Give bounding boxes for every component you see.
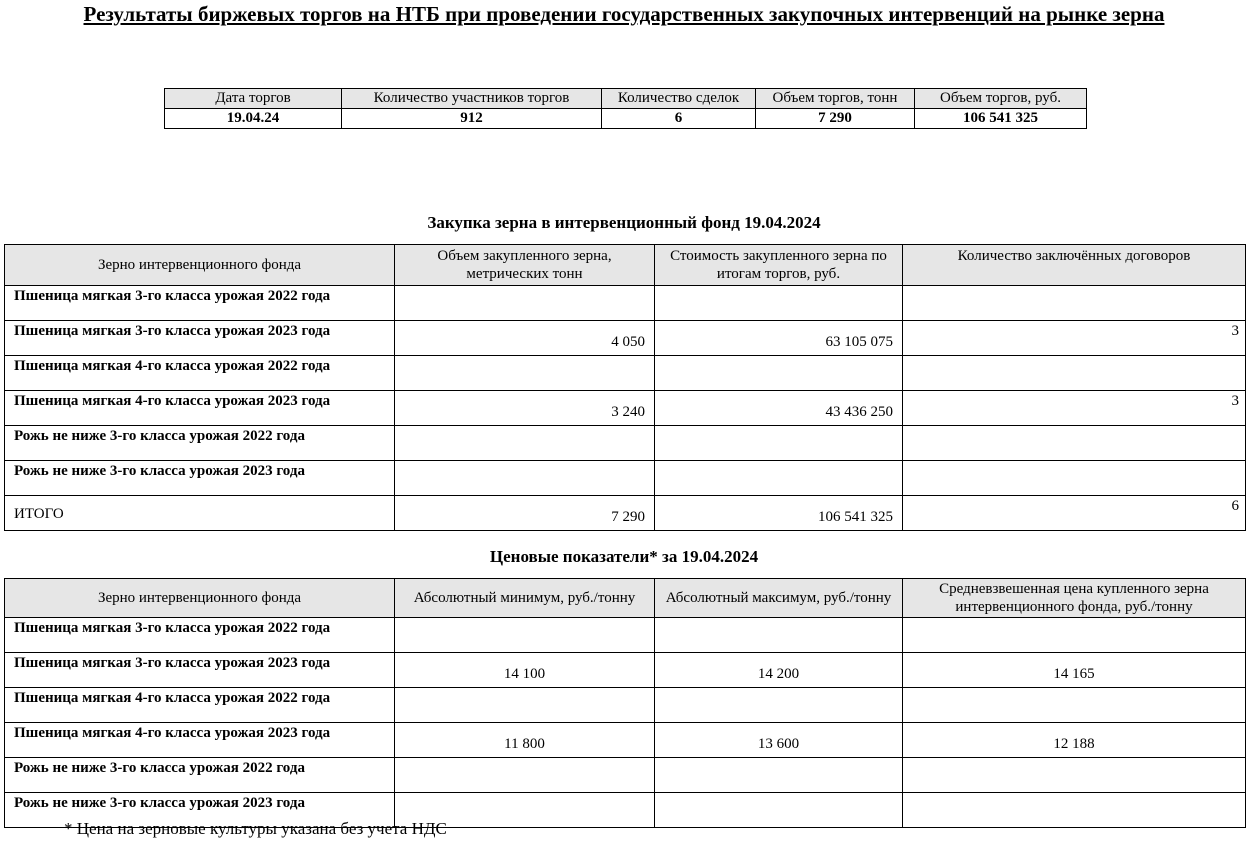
grain-name: Рожь не ниже 3-го класса урожая 2022 года bbox=[5, 758, 395, 793]
table-row bbox=[5, 391, 1246, 426]
purchase-volume bbox=[395, 356, 655, 391]
purchase-section-title: Закупка зерна в интервенционный фонд 19.04.2024 bbox=[427, 213, 821, 232]
price-min bbox=[395, 688, 655, 723]
price-max bbox=[655, 758, 903, 793]
total-cost: 106 541 325 bbox=[655, 496, 903, 531]
purchase-contracts: 3 bbox=[903, 391, 1246, 426]
purchase-contracts: 3 bbox=[903, 321, 1246, 356]
purchase-header-row bbox=[5, 245, 1246, 286]
purchase-volume bbox=[395, 461, 655, 496]
prices-header-avg: Средневзвешенная цена купленного зерна интервенционного фонда, руб./тонну bbox=[903, 579, 1246, 618]
page-title: Результаты биржевых торгов на НТБ при проведении государственных закупочных интервенций на рынке зерна bbox=[83, 2, 1165, 26]
purchase-contracts bbox=[903, 426, 1246, 461]
table-row bbox=[5, 688, 1246, 723]
summary-volume-tons: 7 290 bbox=[756, 109, 915, 129]
table-row bbox=[5, 356, 1246, 391]
grain-name: Пшеница мягкая 4-го класса урожая 2022 года bbox=[5, 688, 395, 723]
price-avg bbox=[903, 758, 1246, 793]
purchase-contracts bbox=[903, 356, 1246, 391]
price-avg: 12 188 bbox=[903, 723, 1246, 758]
purchase-volume bbox=[395, 426, 655, 461]
grain-name: Рожь не ниже 3-го класса урожая 2023 года bbox=[5, 461, 395, 496]
table-row bbox=[5, 618, 1246, 653]
total-contracts: 6 bbox=[903, 496, 1246, 531]
price-avg bbox=[903, 793, 1246, 828]
total-row bbox=[5, 496, 1246, 531]
table-row bbox=[5, 723, 1246, 758]
prices-section-title: Ценовые показатели* за 19.04.2024 bbox=[489, 547, 759, 566]
total-label: ИТОГО bbox=[5, 496, 395, 531]
summary-table bbox=[164, 88, 1087, 129]
prices-header-row bbox=[5, 579, 1246, 618]
purchase-volume: 3 240 bbox=[395, 391, 655, 426]
summary-value-row bbox=[165, 109, 1087, 129]
table-row bbox=[5, 321, 1246, 356]
grain-name: Пшеница мягкая 3-го класса урожая 2022 года bbox=[5, 286, 395, 321]
table-row bbox=[5, 286, 1246, 321]
purchase-cost: 63 105 075 bbox=[655, 321, 903, 356]
summary-header-volume-tons: Объем торгов, тонн bbox=[756, 89, 915, 109]
price-max bbox=[655, 688, 903, 723]
table-row bbox=[5, 653, 1246, 688]
summary-header-deals: Количество сделок bbox=[602, 89, 756, 109]
prices-table bbox=[4, 578, 1246, 828]
grain-name: Пшеница мягкая 4-го класса урожая 2022 года bbox=[5, 356, 395, 391]
summary-header-participants: Количество участников торгов bbox=[342, 89, 602, 109]
purchase-table bbox=[4, 244, 1246, 531]
purchase-header-cost: Стоимость закупленного зерна по итогам торгов, руб. bbox=[655, 245, 903, 286]
grain-name: Пшеница мягкая 4-го класса урожая 2023 года bbox=[5, 391, 395, 426]
price-max bbox=[655, 618, 903, 653]
prices-header-grain: Зерно интервенционного фонда bbox=[5, 579, 395, 618]
table-row bbox=[5, 461, 1246, 496]
purchase-contracts bbox=[903, 286, 1246, 321]
grain-name: Пшеница мягкая 4-го класса урожая 2023 года bbox=[5, 723, 395, 758]
grain-name: Пшеница мягкая 3-го класса урожая 2023 года bbox=[5, 321, 395, 356]
grain-name: Рожь не ниже 3-го класса урожая 2022 года bbox=[5, 426, 395, 461]
price-max: 14 200 bbox=[655, 653, 903, 688]
price-min bbox=[395, 758, 655, 793]
summary-volume-rub: 106 541 325 bbox=[915, 109, 1087, 129]
grain-name: Пшеница мягкая 3-го класса урожая 2022 года bbox=[5, 618, 395, 653]
footnote: * Цена на зерновые культуры указана без учета НДС bbox=[64, 819, 447, 838]
purchase-cost bbox=[655, 286, 903, 321]
purchase-volume bbox=[395, 286, 655, 321]
purchase-cost bbox=[655, 356, 903, 391]
purchase-header-grain: Зерно интервенционного фонда bbox=[5, 245, 395, 286]
summary-header-row bbox=[165, 89, 1087, 109]
summary-header-date: Дата торгов bbox=[165, 89, 342, 109]
purchase-header-volume: Объем закупленного зерна, метрических тонн bbox=[395, 245, 655, 286]
prices-header-max: Абсолютный максимум, руб./тонну bbox=[655, 579, 903, 618]
purchase-cost: 43 436 250 bbox=[655, 391, 903, 426]
total-volume: 7 290 bbox=[395, 496, 655, 531]
purchase-volume: 4 050 bbox=[395, 321, 655, 356]
price-max bbox=[655, 793, 903, 828]
summary-deals: 6 bbox=[602, 109, 756, 129]
price-min: 14 100 bbox=[395, 653, 655, 688]
price-min bbox=[395, 618, 655, 653]
grain-name: Рожь не ниже 3-го класса урожая 2023 года bbox=[5, 793, 395, 828]
price-avg bbox=[903, 688, 1246, 723]
summary-participants: 912 bbox=[342, 109, 602, 129]
summary-header-volume-rub: Объем торгов, руб. bbox=[915, 89, 1087, 109]
purchase-contracts bbox=[903, 461, 1246, 496]
purchase-header-contracts: Количество заключённых договоров bbox=[903, 245, 1246, 286]
price-avg bbox=[903, 618, 1246, 653]
price-min: 11 800 bbox=[395, 723, 655, 758]
table-row bbox=[5, 426, 1246, 461]
price-max: 13 600 bbox=[655, 723, 903, 758]
summary-date: 19.04.24 bbox=[165, 109, 342, 129]
grain-name: Пшеница мягкая 3-го класса урожая 2023 года bbox=[5, 653, 395, 688]
prices-header-min: Абсолютный минимум, руб./тонну bbox=[395, 579, 655, 618]
price-avg: 14 165 bbox=[903, 653, 1246, 688]
purchase-cost bbox=[655, 461, 903, 496]
table-row bbox=[5, 758, 1246, 793]
purchase-cost bbox=[655, 426, 903, 461]
